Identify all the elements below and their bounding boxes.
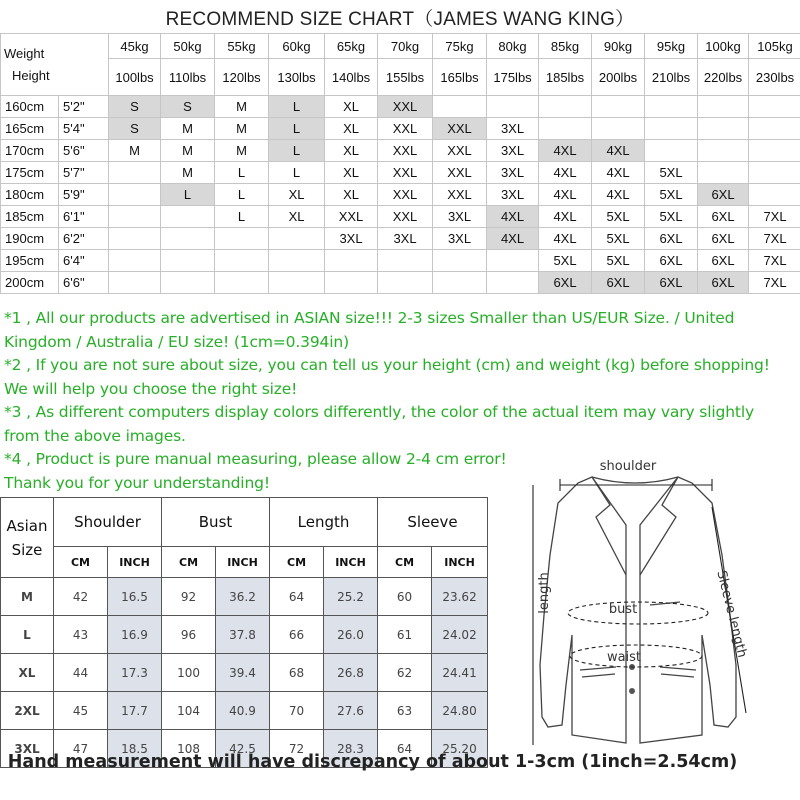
size-cell bbox=[325, 272, 378, 294]
recommend-size-table bbox=[0, 33, 800, 294]
size-cell: 5XL bbox=[592, 206, 645, 228]
size-cell bbox=[539, 96, 592, 118]
size-cell: XL bbox=[269, 206, 325, 228]
weight-kg-header: 105kg bbox=[749, 34, 800, 59]
size-cell: 5XL bbox=[539, 250, 592, 272]
size-cell: L bbox=[269, 118, 325, 140]
size-label-cell: 3XL bbox=[1, 730, 54, 768]
size-cell: M bbox=[161, 118, 215, 140]
inch-value: 17.3 bbox=[108, 654, 162, 692]
size-cell: 3XL bbox=[487, 162, 539, 184]
size-cell bbox=[109, 162, 161, 184]
shoulder-header: Shoulder bbox=[54, 498, 162, 547]
inch-value: 25.20 bbox=[432, 730, 488, 768]
weight-kg-header: 80kg bbox=[487, 34, 539, 59]
inch-value: 23.62 bbox=[432, 578, 488, 616]
cm-header: CM bbox=[162, 547, 216, 578]
inch-value: 26.0 bbox=[324, 616, 378, 654]
size-cell: 3XL bbox=[433, 228, 487, 250]
size-cell bbox=[645, 96, 698, 118]
size-label-cell: M bbox=[1, 578, 54, 616]
size-cell: XXL bbox=[433, 140, 487, 162]
size-cell: XXL bbox=[378, 162, 433, 184]
shoulder-label: shoulder bbox=[599, 459, 657, 474]
size-cell: XXL bbox=[433, 184, 487, 206]
size-cell: 5XL bbox=[592, 250, 645, 272]
size-cell bbox=[645, 140, 698, 162]
size-cell: 4XL bbox=[487, 206, 539, 228]
inch-value: 36.2 bbox=[216, 578, 270, 616]
cm-value: 45 bbox=[54, 692, 108, 730]
height-row bbox=[1, 118, 800, 140]
note-4: *4 , Product is pure manual measuring, please allow 2-4 cm error! bbox=[4, 450, 507, 468]
cm-value: 100 bbox=[162, 654, 216, 692]
inch-value: 40.9 bbox=[216, 692, 270, 730]
size-cell: XXL bbox=[433, 162, 487, 184]
size-cell: 4XL bbox=[539, 184, 592, 206]
inch-value: 28.3 bbox=[324, 730, 378, 768]
height-ft: 5'4" bbox=[59, 118, 109, 140]
size-cell bbox=[749, 162, 800, 184]
height-ft: 6'2" bbox=[59, 228, 109, 250]
inch-header: INCH bbox=[216, 547, 270, 578]
inch-value: 24.41 bbox=[432, 654, 488, 692]
weight-kg-header: 65kg bbox=[325, 34, 378, 59]
size-cell: XXL bbox=[325, 206, 378, 228]
weight-label: Weight bbox=[4, 45, 45, 61]
weight-lbs-header: 140lbs bbox=[325, 59, 378, 96]
inch-header: INCH bbox=[432, 547, 488, 578]
weight-kg-header: 95kg bbox=[645, 34, 698, 59]
size-cell bbox=[109, 272, 161, 294]
weight-lbs-row bbox=[1, 59, 800, 96]
button bbox=[629, 688, 635, 694]
size-cell bbox=[433, 272, 487, 294]
size-label-cell: L bbox=[1, 616, 54, 654]
cm-value: 66 bbox=[270, 616, 324, 654]
cm-value: 92 bbox=[162, 578, 216, 616]
pocket-right bbox=[660, 667, 696, 677]
size-label-cell: 2XL bbox=[1, 692, 54, 730]
size-cell: L bbox=[161, 184, 215, 206]
weight-lbs-header: 175lbs bbox=[487, 59, 539, 96]
size-cell: XXL bbox=[378, 96, 433, 118]
cm-value: 42 bbox=[54, 578, 108, 616]
cm-header: CM bbox=[378, 547, 432, 578]
waist-label: waist bbox=[606, 650, 642, 665]
size-cell: 3XL bbox=[487, 118, 539, 140]
chart-title: RECOMMEND SIZE CHART（JAMES WANG KING） bbox=[165, 9, 635, 30]
size-cell bbox=[645, 118, 698, 140]
length-label: length bbox=[537, 572, 552, 614]
cm-value: 44 bbox=[54, 654, 108, 692]
size-cell bbox=[433, 250, 487, 272]
weight-lbs-header: 100lbs bbox=[109, 59, 161, 96]
inch-header: INCH bbox=[324, 547, 378, 578]
height-ft: 6'1" bbox=[59, 206, 109, 228]
size-cell bbox=[698, 162, 749, 184]
inch-value: 17.7 bbox=[108, 692, 162, 730]
size-cell bbox=[109, 184, 161, 206]
size-cell: 6XL bbox=[698, 206, 749, 228]
note-thanks: Thank you for your understanding! bbox=[4, 473, 270, 492]
inch-value: 18.5 bbox=[108, 730, 162, 768]
size-cell: 7XL bbox=[749, 228, 800, 250]
size-cell: 3XL bbox=[487, 140, 539, 162]
size-cell: 4XL bbox=[487, 228, 539, 250]
size-cell: M bbox=[215, 140, 269, 162]
size-cell: M bbox=[215, 96, 269, 118]
size-cell bbox=[109, 250, 161, 272]
size-cell: 4XL bbox=[592, 162, 645, 184]
cm-value: 96 bbox=[162, 616, 216, 654]
size-cell: 6XL bbox=[645, 250, 698, 272]
height-cm: 185cm bbox=[1, 206, 59, 228]
size-cell bbox=[487, 96, 539, 118]
cm-value: 108 bbox=[162, 730, 216, 768]
weight-kg-header: 85kg bbox=[539, 34, 592, 59]
size-cell: 6XL bbox=[645, 272, 698, 294]
cm-value: 64 bbox=[378, 730, 432, 768]
note-1: *1 , All our products are advertised in ASIAN size!!! 2-3 sizes Smaller than US/EUR Size. / United Kingdom / Australia / EU size! (1cm=0.394in) bbox=[4, 309, 735, 351]
size-cell: 4XL bbox=[539, 206, 592, 228]
asian-label: Asian bbox=[6, 516, 48, 535]
height-row bbox=[1, 184, 800, 206]
inch-header: INCH bbox=[108, 547, 162, 578]
bust-header: Bust bbox=[162, 498, 270, 547]
cm-value: 47 bbox=[54, 730, 108, 768]
height-cm: 160cm bbox=[1, 96, 59, 118]
size-cell: XXL bbox=[378, 118, 433, 140]
size-cell bbox=[215, 228, 269, 250]
size-cell: L bbox=[269, 140, 325, 162]
size-cell: 6XL bbox=[592, 272, 645, 294]
measurement-row bbox=[1, 616, 488, 654]
cm-header: CM bbox=[270, 547, 324, 578]
height-cm: 175cm bbox=[1, 162, 59, 184]
inch-value: 16.9 bbox=[108, 616, 162, 654]
size-cell: 3XL bbox=[487, 184, 539, 206]
size-cell bbox=[749, 140, 800, 162]
weight-kg-header: 70kg bbox=[378, 34, 433, 59]
weight-kg-row bbox=[1, 34, 800, 59]
weight-lbs-header: 200lbs bbox=[592, 59, 645, 96]
size-cell bbox=[269, 250, 325, 272]
measurement-row bbox=[1, 692, 488, 730]
weight-lbs-header: 110lbs bbox=[161, 59, 215, 96]
size-label: Size bbox=[11, 540, 43, 559]
weight-kg-header: 100kg bbox=[698, 34, 749, 59]
buttons-group bbox=[629, 664, 635, 694]
size-cell: S bbox=[161, 96, 215, 118]
bust-label: bust bbox=[608, 602, 638, 617]
inch-value: 26.8 bbox=[324, 654, 378, 692]
size-cell: 5XL bbox=[645, 162, 698, 184]
pocket-left bbox=[580, 667, 616, 677]
bust-ellipse bbox=[568, 602, 708, 624]
weight-lbs-header: 185lbs bbox=[539, 59, 592, 96]
jacket-diagram bbox=[500, 455, 800, 755]
size-cell bbox=[698, 96, 749, 118]
size-cell: M bbox=[161, 140, 215, 162]
size-cell: XXL bbox=[378, 184, 433, 206]
weight-lbs-header: 130lbs bbox=[269, 59, 325, 96]
weight-lbs-header: 120lbs bbox=[215, 59, 269, 96]
cm-value: 61 bbox=[378, 616, 432, 654]
size-cell bbox=[539, 118, 592, 140]
height-ft: 5'6" bbox=[59, 140, 109, 162]
size-cell bbox=[161, 228, 215, 250]
size-cell: XL bbox=[325, 162, 378, 184]
size-cell: 6XL bbox=[698, 272, 749, 294]
size-cell: 7XL bbox=[749, 250, 800, 272]
size-cell: 6XL bbox=[539, 272, 592, 294]
size-label-cell: XL bbox=[1, 654, 54, 692]
cm-value: 60 bbox=[378, 578, 432, 616]
weight-lbs-header: 155lbs bbox=[378, 59, 433, 96]
height-ft: 6'4" bbox=[59, 250, 109, 272]
height-row bbox=[1, 272, 800, 294]
size-cell: 3XL bbox=[433, 206, 487, 228]
size-cell: 3XL bbox=[325, 228, 378, 250]
cm-value: 64 bbox=[270, 578, 324, 616]
inch-value: 37.8 bbox=[216, 616, 270, 654]
height-row bbox=[1, 250, 800, 272]
size-cell bbox=[749, 184, 800, 206]
weight-kg-header: 50kg bbox=[161, 34, 215, 59]
height-cm: 200cm bbox=[1, 272, 59, 294]
inch-value: 27.6 bbox=[324, 692, 378, 730]
size-cell: 3XL bbox=[378, 228, 433, 250]
size-cell: 4XL bbox=[539, 162, 592, 184]
inch-value: 25.2 bbox=[324, 578, 378, 616]
inch-value: 24.02 bbox=[432, 616, 488, 654]
height-label: Height bbox=[12, 67, 50, 83]
measurement-row bbox=[1, 578, 488, 616]
size-cell bbox=[161, 206, 215, 228]
size-cell: L bbox=[269, 96, 325, 118]
size-cell: XL bbox=[325, 118, 378, 140]
height-cm: 180cm bbox=[1, 184, 59, 206]
size-cell bbox=[325, 250, 378, 272]
size-cell bbox=[592, 96, 645, 118]
size-cell: M bbox=[161, 162, 215, 184]
cm-value: 104 bbox=[162, 692, 216, 730]
jacket-outline-right bbox=[640, 477, 736, 743]
height-ft: 6'6" bbox=[59, 272, 109, 294]
size-cell: 6XL bbox=[698, 184, 749, 206]
length-header: Length bbox=[270, 498, 378, 547]
measurement-table bbox=[0, 497, 488, 768]
sleeve-label: Sleeve length bbox=[713, 569, 750, 660]
size-cell: 5XL bbox=[645, 184, 698, 206]
size-cell: M bbox=[215, 118, 269, 140]
note-2: *2 , If you are not sure about size, you can tell us your height (cm) and weight (kg) before shopping! We will help you choose the right size! bbox=[4, 356, 770, 398]
size-cell: 4XL bbox=[592, 184, 645, 206]
size-cell: 5XL bbox=[592, 228, 645, 250]
size-cell bbox=[749, 118, 800, 140]
footer-note: Hand measurement will have discrepancy of about 1-3cm (1inch=2.54cm) bbox=[7, 752, 738, 772]
size-cell bbox=[698, 140, 749, 162]
height-cm: 165cm bbox=[1, 118, 59, 140]
cm-value: 70 bbox=[270, 692, 324, 730]
size-cell: 6XL bbox=[645, 228, 698, 250]
size-cell bbox=[269, 228, 325, 250]
note-3: *3 , As different computers display colors differently, the color of the actual item may vary slightly from the above images. bbox=[4, 403, 755, 445]
size-cell bbox=[487, 250, 539, 272]
inch-value: 39.4 bbox=[216, 654, 270, 692]
size-cell: XL bbox=[325, 140, 378, 162]
size-cell: 7XL bbox=[749, 272, 800, 294]
cm-value: 72 bbox=[270, 730, 324, 768]
size-cell: 4XL bbox=[539, 228, 592, 250]
inch-value: 16.5 bbox=[108, 578, 162, 616]
size-cell bbox=[109, 206, 161, 228]
size-cell: L bbox=[215, 184, 269, 206]
sleeve-header: Sleeve bbox=[378, 498, 488, 547]
weight-height-corner bbox=[1, 34, 109, 96]
size-cell bbox=[161, 272, 215, 294]
height-row bbox=[1, 206, 800, 228]
inch-value: 24.80 bbox=[432, 692, 488, 730]
height-ft: 5'2" bbox=[59, 96, 109, 118]
inch-value: 42.5 bbox=[216, 730, 270, 768]
size-cell bbox=[487, 272, 539, 294]
size-cell: 7XL bbox=[749, 206, 800, 228]
size-cell bbox=[161, 250, 215, 272]
size-cell bbox=[592, 118, 645, 140]
size-cell: S bbox=[109, 118, 161, 140]
size-cell bbox=[215, 250, 269, 272]
cm-value: 63 bbox=[378, 692, 432, 730]
size-cell: XXL bbox=[433, 118, 487, 140]
height-cm: 170cm bbox=[1, 140, 59, 162]
height-row bbox=[1, 96, 800, 118]
size-cell bbox=[749, 96, 800, 118]
measurement-row bbox=[1, 654, 488, 692]
size-cell: L bbox=[269, 162, 325, 184]
height-row bbox=[1, 140, 800, 162]
height-row bbox=[1, 228, 800, 250]
height-cm: 190cm bbox=[1, 228, 59, 250]
cm-value: 43 bbox=[54, 616, 108, 654]
cm-value: 62 bbox=[378, 654, 432, 692]
size-cell: S bbox=[109, 96, 161, 118]
size-cell: L bbox=[215, 206, 269, 228]
size-cell bbox=[698, 118, 749, 140]
size-cell: 5XL bbox=[645, 206, 698, 228]
weight-lbs-header: 210lbs bbox=[645, 59, 698, 96]
size-cell: XXL bbox=[378, 206, 433, 228]
size-cell: M bbox=[109, 140, 161, 162]
size-cell: XXL bbox=[378, 140, 433, 162]
size-cell: 6XL bbox=[698, 228, 749, 250]
size-cell: 4XL bbox=[539, 140, 592, 162]
height-ft: 5'9" bbox=[59, 184, 109, 206]
size-cell bbox=[215, 272, 269, 294]
collar bbox=[592, 477, 678, 575]
size-cell bbox=[269, 272, 325, 294]
size-cell: 4XL bbox=[592, 140, 645, 162]
size-cell: XL bbox=[325, 96, 378, 118]
weight-kg-header: 60kg bbox=[269, 34, 325, 59]
size-cell: XL bbox=[325, 184, 378, 206]
cm-value: 68 bbox=[270, 654, 324, 692]
height-row bbox=[1, 162, 800, 184]
size-cell bbox=[378, 250, 433, 272]
asian-size-header bbox=[1, 498, 54, 578]
size-cell bbox=[378, 272, 433, 294]
size-cell bbox=[433, 96, 487, 118]
size-cell: XL bbox=[269, 184, 325, 206]
height-ft: 5'7" bbox=[59, 162, 109, 184]
height-cm: 195cm bbox=[1, 250, 59, 272]
weight-kg-header: 75kg bbox=[433, 34, 487, 59]
weight-lbs-header: 165lbs bbox=[433, 59, 487, 96]
cm-header: CM bbox=[54, 547, 108, 578]
weight-kg-header: 55kg bbox=[215, 34, 269, 59]
weight-kg-header: 90kg bbox=[592, 34, 645, 59]
size-cell: L bbox=[215, 162, 269, 184]
weight-lbs-header: 220lbs bbox=[698, 59, 749, 96]
weight-lbs-header: 230lbs bbox=[749, 59, 800, 96]
weight-kg-header: 45kg bbox=[109, 34, 161, 59]
size-cell: 6XL bbox=[698, 250, 749, 272]
size-cell bbox=[109, 228, 161, 250]
